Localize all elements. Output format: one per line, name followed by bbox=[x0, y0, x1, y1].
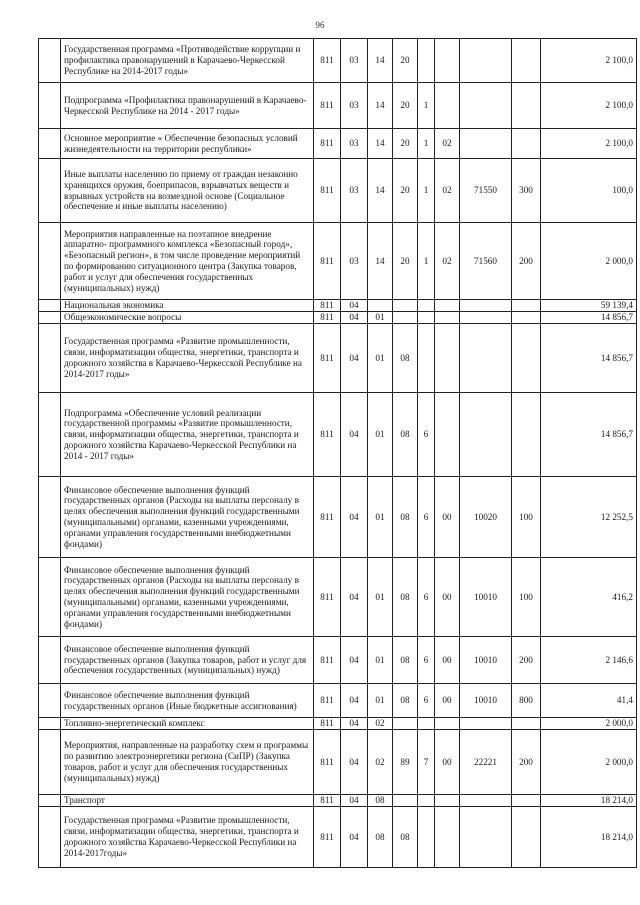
subsection-code: 01 bbox=[368, 477, 393, 558]
subsection-code: 08 bbox=[368, 795, 393, 807]
direction-code: 10010 bbox=[460, 637, 512, 684]
subprogram-code: 6 bbox=[418, 558, 435, 637]
expense-type-code bbox=[512, 807, 541, 868]
line-item-name: Подпрограмма «Обеспечение условий реализации государственной программы «Развитие промышленности, связи, информатизации общества, энергетики, транспорта и дорожного хозяйства Карачаево-Черкесской Республики на 2014 - 2017 годы» bbox=[61, 393, 314, 477]
direction-code bbox=[460, 83, 512, 129]
row-number-cell bbox=[39, 558, 61, 637]
expense-type-code bbox=[512, 129, 541, 159]
line-item-name: Иные выплаты населению по приему от граждан незаконно хранящихся оружия, боеприпасов, взрывчатых веществ и взрывных устройств на возмездной основе (Социальное обеспечение и иные выплаты населению) bbox=[61, 159, 314, 223]
program-code: 08 bbox=[393, 637, 418, 684]
department-code: 811 bbox=[314, 393, 341, 477]
department-code: 811 bbox=[314, 129, 341, 159]
subprogram-code: 1 bbox=[418, 223, 435, 300]
table-row bbox=[39, 129, 637, 159]
table-row bbox=[39, 324, 637, 393]
direction-code bbox=[460, 718, 512, 730]
subprogram-code bbox=[418, 312, 435, 324]
activity-code bbox=[435, 312, 460, 324]
program-code: 08 bbox=[393, 684, 418, 718]
section-code: 03 bbox=[341, 159, 368, 223]
activity-code: 00 bbox=[435, 637, 460, 684]
row-number-cell bbox=[39, 637, 61, 684]
table-row bbox=[39, 730, 637, 795]
subsection-code bbox=[368, 300, 393, 312]
direction-code bbox=[460, 312, 512, 324]
section-code: 04 bbox=[341, 718, 368, 730]
expense-type-code: 800 bbox=[512, 684, 541, 718]
section-code: 04 bbox=[341, 637, 368, 684]
row-number-cell bbox=[39, 223, 61, 300]
subsection-code: 01 bbox=[368, 558, 393, 637]
table-row bbox=[39, 300, 637, 312]
table-row bbox=[39, 558, 637, 637]
program-code: 08 bbox=[393, 807, 418, 868]
amount-value: 2 000,0 bbox=[541, 718, 637, 730]
expense-type-code bbox=[512, 39, 541, 83]
subsection-code: 14 bbox=[368, 159, 393, 223]
expense-type-code: 200 bbox=[512, 637, 541, 684]
subsection-code: 08 bbox=[368, 807, 393, 868]
department-code: 811 bbox=[314, 795, 341, 807]
expense-type-code bbox=[512, 324, 541, 393]
section-code: 03 bbox=[341, 129, 368, 159]
activity-code: 00 bbox=[435, 730, 460, 795]
direction-code: 71550 bbox=[460, 159, 512, 223]
section-code: 03 bbox=[341, 39, 368, 83]
subprogram-code: 1 bbox=[418, 129, 435, 159]
direction-code: 10010 bbox=[460, 684, 512, 718]
activity-code bbox=[435, 807, 460, 868]
program-code: 08 bbox=[393, 324, 418, 393]
section-code: 04 bbox=[341, 300, 368, 312]
subsection-code: 01 bbox=[368, 393, 393, 477]
expense-type-code bbox=[512, 83, 541, 129]
subsection-code: 01 bbox=[368, 324, 393, 393]
activity-code bbox=[435, 718, 460, 730]
line-item-name: Мероприятия направленные на поэтапное внедрение аппаратно- программного комплекса «Безопасный город», «Безопасный регион», в том числе проведение мероприятий по формированию ситуационного центра (Закупка товаров, работ и услуг для обеспечения государственных (муниципальных) нужд) bbox=[61, 223, 314, 300]
amount-value: 18 214,0 bbox=[541, 807, 637, 868]
department-code: 811 bbox=[314, 223, 341, 300]
subprogram-code: 1 bbox=[418, 159, 435, 223]
line-item-name: Финансовое обеспечение выполнения функций государственных органов (Расходы на выплаты персоналу в целях обеспечения выполнения функций государственными (муниципальными) органами, казенными учреждениями, органами управления государственными внебюджетными фондами) bbox=[61, 558, 314, 637]
department-code: 811 bbox=[314, 159, 341, 223]
amount-value: 416,2 bbox=[541, 558, 637, 637]
table-row bbox=[39, 684, 637, 718]
subprogram-code bbox=[418, 324, 435, 393]
amount-value: 2 100,0 bbox=[541, 83, 637, 129]
row-number-cell bbox=[39, 159, 61, 223]
amount-value: 2 100,0 bbox=[541, 39, 637, 83]
line-item-name: Мероприятия, направленные на разработку схем и программы по развитию электроэнергетики региона (СиПР) (Закупка товаров, работ и услуг для обеспечения государственных (муниципальных) нужд) bbox=[61, 730, 314, 795]
activity-code: 02 bbox=[435, 159, 460, 223]
expense-type-code bbox=[512, 795, 541, 807]
subsection-code: 01 bbox=[368, 637, 393, 684]
table-row bbox=[39, 477, 637, 558]
row-number-cell bbox=[39, 807, 61, 868]
row-number-cell bbox=[39, 684, 61, 718]
subsection-code: 02 bbox=[368, 730, 393, 795]
program-code: 20 bbox=[393, 159, 418, 223]
table-body bbox=[39, 39, 637, 868]
table-row bbox=[39, 393, 637, 477]
amount-value: 14 856,7 bbox=[541, 312, 637, 324]
amount-value: 2 000,0 bbox=[541, 730, 637, 795]
subprogram-code bbox=[418, 795, 435, 807]
row-number-cell bbox=[39, 477, 61, 558]
table-row bbox=[39, 807, 637, 868]
line-item-name: Финансовое обеспечение выполнения функций государственных органов (Иные бюджетные ассигнования) bbox=[61, 684, 314, 718]
table-row bbox=[39, 39, 637, 83]
row-number-cell bbox=[39, 718, 61, 730]
subprogram-code: 6 bbox=[418, 393, 435, 477]
program-code: 08 bbox=[393, 477, 418, 558]
direction-code bbox=[460, 807, 512, 868]
subsection-code: 14 bbox=[368, 39, 393, 83]
row-number-cell bbox=[39, 393, 61, 477]
table-row bbox=[39, 718, 637, 730]
row-number-cell bbox=[39, 730, 61, 795]
amount-value: 59 139,4 bbox=[541, 300, 637, 312]
row-number-cell bbox=[39, 312, 61, 324]
direction-code bbox=[460, 324, 512, 393]
subsection-code: 02 bbox=[368, 718, 393, 730]
table-row bbox=[39, 223, 637, 300]
table-row bbox=[39, 637, 637, 684]
direction-code: 71560 bbox=[460, 223, 512, 300]
amount-value: 14 856,7 bbox=[541, 393, 637, 477]
program-code: 89 bbox=[393, 730, 418, 795]
table-row bbox=[39, 795, 637, 807]
row-number-cell bbox=[39, 795, 61, 807]
activity-code: 00 bbox=[435, 477, 460, 558]
subsection-code: 14 bbox=[368, 83, 393, 129]
program-code: 20 bbox=[393, 83, 418, 129]
row-number-cell bbox=[39, 300, 61, 312]
table-row bbox=[39, 159, 637, 223]
activity-code bbox=[435, 300, 460, 312]
section-code: 04 bbox=[341, 324, 368, 393]
section-code: 04 bbox=[341, 730, 368, 795]
subprogram-code: 6 bbox=[418, 477, 435, 558]
direction-code bbox=[460, 300, 512, 312]
amount-value: 18 214,0 bbox=[541, 795, 637, 807]
row-number-cell bbox=[39, 39, 61, 83]
section-code: 04 bbox=[341, 684, 368, 718]
section-code: 04 bbox=[341, 477, 368, 558]
amount-value: 41,4 bbox=[541, 684, 637, 718]
direction-code bbox=[460, 39, 512, 83]
direction-code bbox=[460, 129, 512, 159]
subsection-code: 01 bbox=[368, 684, 393, 718]
section-code: 04 bbox=[341, 807, 368, 868]
subprogram-code bbox=[418, 807, 435, 868]
program-code: 08 bbox=[393, 558, 418, 637]
expense-type-code: 200 bbox=[512, 223, 541, 300]
line-item-name: Государственная программа «Развитие промышленности, связи, информатизации общества, энергетики, транспорта и дорожного хозяйства в Карачаево-Черкесской Республике на 2014-2017 годы» bbox=[61, 324, 314, 393]
page-number: 96 bbox=[315, 20, 325, 30]
amount-value: 2 100,0 bbox=[541, 129, 637, 159]
section-code: 04 bbox=[341, 312, 368, 324]
department-code: 811 bbox=[314, 300, 341, 312]
line-item-name: Транспорт bbox=[61, 795, 314, 807]
budget-table bbox=[38, 38, 637, 868]
expense-type-code: 300 bbox=[512, 159, 541, 223]
direction-code: 22221 bbox=[460, 730, 512, 795]
amount-value: 100,0 bbox=[541, 159, 637, 223]
activity-code bbox=[435, 795, 460, 807]
department-code: 811 bbox=[314, 558, 341, 637]
activity-code: 00 bbox=[435, 684, 460, 718]
expense-type-code bbox=[512, 393, 541, 477]
line-item-name: Государственная программа «Развитие промышленности, связи, информатизации общества, энергетики, транспорта и дорожного хозяйства Карачаево-Черкесской Республики на 2014-2017годы» bbox=[61, 807, 314, 868]
line-item-name: Финансовое обеспечение выполнения функций государственных органов (Расходы на выплаты персоналу в целях обеспечения выполнения функций государственными (муниципальными) органами, казенными учреждениями, органами управления государственными внебюджетными фондами) bbox=[61, 477, 314, 558]
line-item-name: Государственная программа «Противодействие коррупции и профилактика правонарушений в Карачаево-Черкесской Республике на 2014-2017 годы» bbox=[61, 39, 314, 83]
department-code: 811 bbox=[314, 637, 341, 684]
program-code: 20 bbox=[393, 39, 418, 83]
department-code: 811 bbox=[314, 83, 341, 129]
section-code: 04 bbox=[341, 393, 368, 477]
row-number-cell bbox=[39, 129, 61, 159]
subprogram-code bbox=[418, 39, 435, 83]
amount-value: 12 252,5 bbox=[541, 477, 637, 558]
expense-type-code bbox=[512, 312, 541, 324]
subprogram-code: 1 bbox=[418, 83, 435, 129]
section-code: 03 bbox=[341, 83, 368, 129]
department-code: 811 bbox=[314, 718, 341, 730]
activity-code: 00 bbox=[435, 558, 460, 637]
line-item-name: Общеэкономические вопросы bbox=[61, 312, 314, 324]
line-item-name: Национальная экономика bbox=[61, 300, 314, 312]
subsection-code: 14 bbox=[368, 223, 393, 300]
margin-mark bbox=[570, 864, 600, 865]
expense-type-code: 100 bbox=[512, 558, 541, 637]
section-code: 03 bbox=[341, 223, 368, 300]
subprogram-code bbox=[418, 718, 435, 730]
amount-value: 14 856,7 bbox=[541, 324, 637, 393]
section-code: 04 bbox=[341, 795, 368, 807]
section-code: 04 bbox=[341, 558, 368, 637]
subprogram-code bbox=[418, 300, 435, 312]
program-code bbox=[393, 718, 418, 730]
program-code bbox=[393, 312, 418, 324]
subsection-code: 01 bbox=[368, 312, 393, 324]
expense-type-code: 100 bbox=[512, 477, 541, 558]
program-code bbox=[393, 300, 418, 312]
program-code: 08 bbox=[393, 393, 418, 477]
activity-code bbox=[435, 39, 460, 83]
row-number-cell bbox=[39, 83, 61, 129]
direction-code bbox=[460, 393, 512, 477]
table-row bbox=[39, 83, 637, 129]
subprogram-code: 6 bbox=[418, 684, 435, 718]
line-item-name: Подпрограмма «Профилактика правонарушений в Карачаево-Черкесской Республике на 2014 - 2017 годы» bbox=[61, 83, 314, 129]
department-code: 811 bbox=[314, 324, 341, 393]
activity-code bbox=[435, 393, 460, 477]
direction-code: 10020 bbox=[460, 477, 512, 558]
department-code: 811 bbox=[314, 730, 341, 795]
subprogram-code: 7 bbox=[418, 730, 435, 795]
table-row bbox=[39, 312, 637, 324]
program-code: 20 bbox=[393, 129, 418, 159]
activity-code bbox=[435, 83, 460, 129]
subsection-code: 14 bbox=[368, 129, 393, 159]
expense-type-code bbox=[512, 718, 541, 730]
program-code bbox=[393, 795, 418, 807]
program-code: 20 bbox=[393, 223, 418, 300]
direction-code: 10010 bbox=[460, 558, 512, 637]
amount-value: 2 146,6 bbox=[541, 637, 637, 684]
line-item-name: Топливно-энергетический комплекс bbox=[61, 718, 314, 730]
direction-code bbox=[460, 795, 512, 807]
subprogram-code: 6 bbox=[418, 637, 435, 684]
department-code: 811 bbox=[314, 684, 341, 718]
line-item-name: Основное мероприятие « Обеспечение безопасных условий жизнедеятельности на территории республики» bbox=[61, 129, 314, 159]
activity-code bbox=[435, 324, 460, 393]
department-code: 811 bbox=[314, 312, 341, 324]
amount-value: 2 000,0 bbox=[541, 223, 637, 300]
activity-code: 02 bbox=[435, 129, 460, 159]
department-code: 811 bbox=[314, 477, 341, 558]
department-code: 811 bbox=[314, 807, 341, 868]
line-item-name: Финансовое обеспечение выполнения функций государственных органов (Закупка товаров, работ и услуг для обеспечения государственных (муниципальных) нужд) bbox=[61, 637, 314, 684]
expense-type-code bbox=[512, 300, 541, 312]
expense-type-code: 200 bbox=[512, 730, 541, 795]
department-code: 811 bbox=[314, 39, 341, 83]
row-number-cell bbox=[39, 324, 61, 393]
activity-code: 02 bbox=[435, 223, 460, 300]
